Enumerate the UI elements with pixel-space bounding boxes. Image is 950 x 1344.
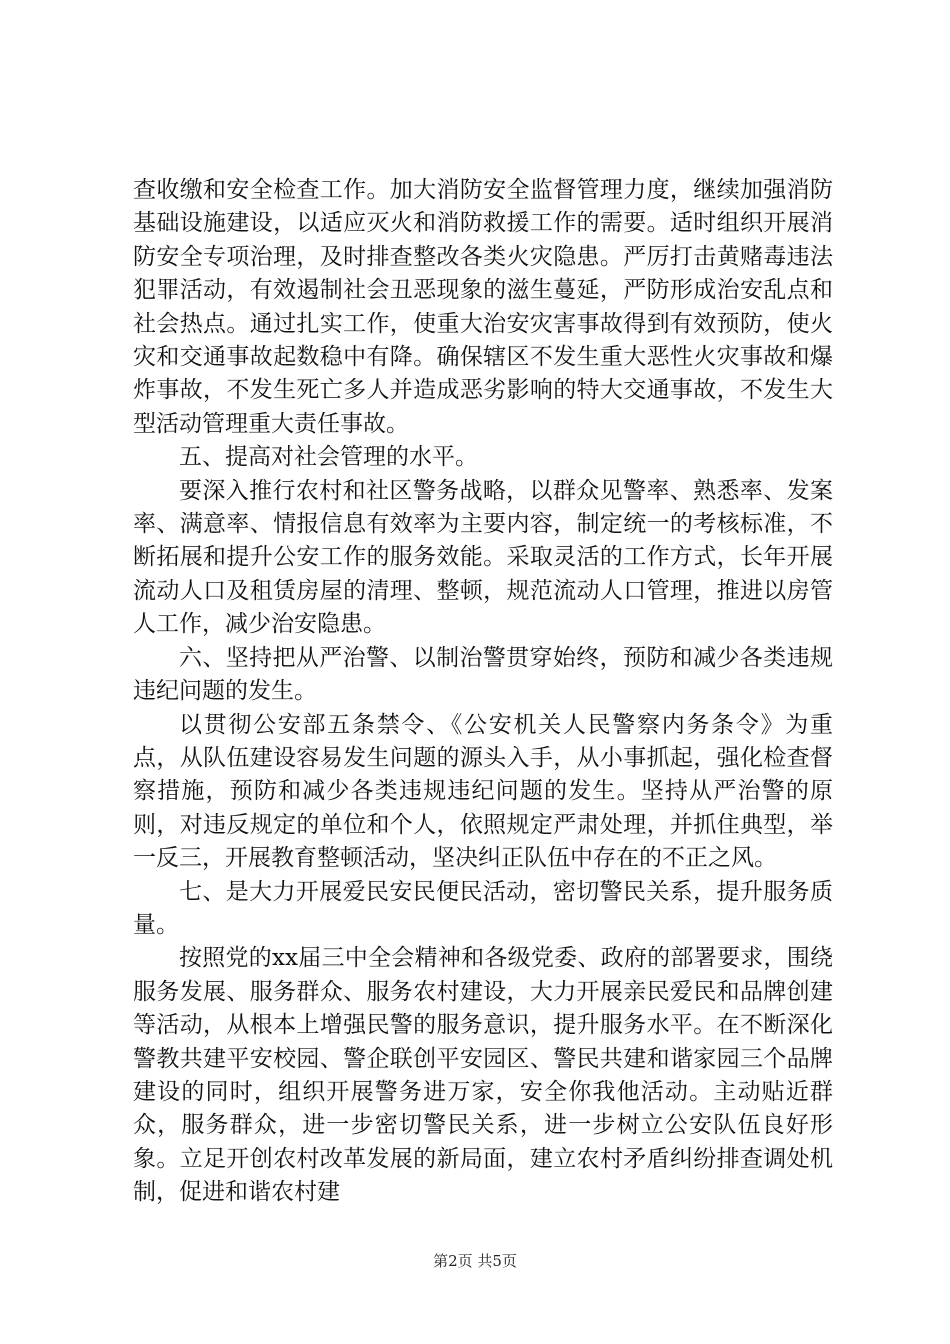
paragraph: 按照党的xx届三中全会精神和各级党委、政府的部署要求，围绕服务发展、服务群众、服务农村建设，大力开展亲民爱民和品牌创建等活动，从根本上增强民警的服务意识，提升服务水平。在不断深化警教共建平安校园、警企联创平安园区、警民共建和谐家园三个品牌建设的同时，组织开展警务进万家，安全你我他活动。主动贴近群众，服务群众，进一步密切警民关系，进一步树立公安队伍良好形象。立足开创农村改革发展的新局面，建立农村矛盾纠纷排查调处机制，促进和谐农村建 <box>133 945 833 1206</box>
paragraph-continuation: 查收缴和安全检查工作。加大消防安全监督管理力度，继续加强消防基础设施建设，以适应灭火和消防救援工作的需要。适时组织开展消防安全专项治理，及时排查整改各类火灾隐患。严厉打击黄赌毒违法犯罪活动，有效遏制社会丑恶现象的滋生蔓延，严防形成治安乱点和社会热点。通过扎实工作，使重大治安灾害事故得到有效预防，使火灾和交通事故起数稳中有降。确保辖区不发生重大恶性火灾事故和爆炸事故，不发生死亡多人并造成恶劣影响的特大交通事故，不发生大型活动管理重大责任事故。 <box>133 177 833 437</box>
section-heading-6: 六、坚持把从严治警、以制治警贯穿始终，预防和减少各类违规违纪问题的发生。 <box>133 644 833 705</box>
paragraph: 要深入推行农村和社区警务战略，以群众见警率、熟悉率、发案率、满意率、情报信息有效率为主要内容，制定统一的考核标准，不断拓展和提升公安工作的服务效能。采取灵活的工作方式，长年开展流动人口及租赁房屋的清理、整顿，规范流动人口管理，推进以房管人工作，减少治安隐患。 <box>133 477 833 638</box>
document-body <box>133 174 833 1210</box>
paragraph: 以贯彻公安部五条禁令、《公安机关人民警察内务条令》为重点，从队伍建设容易发生问题的源头入手，从小事抓起，强化检查督察措施，预防和减少各类违规违纪问题的发生。坚持从严治警的原则，对违反规定的单位和个人，依照规定严肃处理，并抓住典型，举一反三，开展教育整顿活动，坚决纠正队伍中存在的不正之风。 <box>133 711 833 872</box>
page-number-footer: 第2页 共5页 <box>433 1252 517 1270</box>
section-heading-5: 五、提高对社会管理的水平。 <box>179 444 478 471</box>
section-heading-7: 七、是大力开展爱民安民便民活动，密切警民关系，提升服务质量。 <box>133 878 833 938</box>
